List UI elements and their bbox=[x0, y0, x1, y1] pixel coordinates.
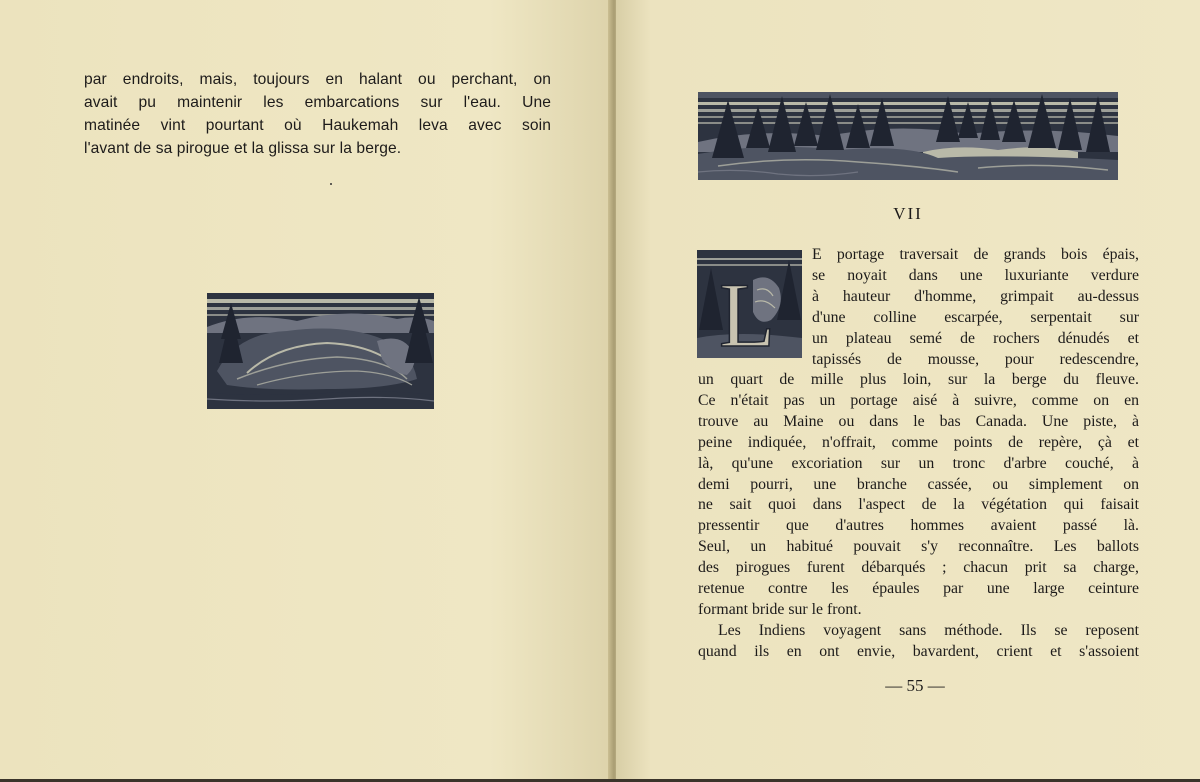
chapter-number: VII bbox=[893, 204, 923, 223]
body-line: trouve au Maine ou dans le bas Canada. Une piste, à bbox=[698, 412, 1139, 430]
left-line: par endroits, mais, toujours en halant ou perchant, on bbox=[84, 71, 551, 88]
left-page-text bbox=[84, 68, 551, 160]
woodcut-bear-forest bbox=[207, 293, 434, 409]
body-line: demi pourri, une branche cassée, ou simplement on bbox=[698, 475, 1139, 493]
left-line: avait pu maintenir les embarcations sur l'eau. Une bbox=[84, 94, 551, 111]
body-line: formant bride sur le front. bbox=[698, 600, 862, 618]
body-line: retenue contre les épaules par une large ceinture bbox=[698, 580, 1139, 598]
main-text bbox=[698, 370, 1139, 663]
body-line: peine indiquée, n'offrait, comme points de repère, çà et bbox=[698, 433, 1139, 451]
left-line: matinée vint pourtant où Haukemah leva avec soin bbox=[84, 117, 551, 134]
body-line: quand ils en ont envie, bavardent, crient et s'assoient bbox=[698, 642, 1139, 660]
drop-cap-letter: L bbox=[719, 264, 776, 358]
body-line: Ce n'était pas un portage aisé à suivre, comme on en bbox=[698, 391, 1139, 409]
drop-cap-paragraph bbox=[812, 245, 1139, 370]
body-line: E portage traversait de grands bois épais, bbox=[812, 246, 1139, 263]
body-line: Seul, un habitué pouvait s'y reconnaître. Les ballots bbox=[698, 538, 1139, 556]
body-line: un quart de mille plus loin, sur la berge du fleuve. bbox=[698, 371, 1139, 388]
woodcut-drop-cap-squirrel bbox=[697, 250, 802, 358]
woodcut-forest-river bbox=[698, 92, 1118, 180]
body-line: ne sait quoi dans l'aspect de la végétation qui faisait bbox=[698, 496, 1139, 514]
body-line: là, qu'une excoriation sur un tronc d'arbre couché, à bbox=[698, 454, 1139, 472]
body-line: tapissés de mousse, pour redescendre, bbox=[812, 350, 1139, 368]
body-line: des pirogues furent débarqués ; chacun prit sa charge, bbox=[698, 559, 1139, 577]
body-line: pressentir que d'autres hommes avaient passé là. bbox=[698, 517, 1139, 535]
body-line: un plateau semé de rochers dénudés et bbox=[812, 329, 1139, 347]
left-line: l'avant de sa pirogue et la glissa sur la berge. bbox=[84, 140, 402, 157]
body-line: à hauteur d'homme, grimpait au-dessus bbox=[812, 287, 1139, 305]
body-line: se noyait dans une luxuriante verdure bbox=[812, 266, 1139, 284]
page-number: — 55 — bbox=[885, 676, 945, 695]
body-line: Les Indiens voyagent sans méthode. Ils se reposent bbox=[718, 621, 1139, 639]
ink-speck bbox=[330, 183, 332, 185]
body-line: d'une colline escarpée, serpentait sur bbox=[812, 308, 1139, 326]
